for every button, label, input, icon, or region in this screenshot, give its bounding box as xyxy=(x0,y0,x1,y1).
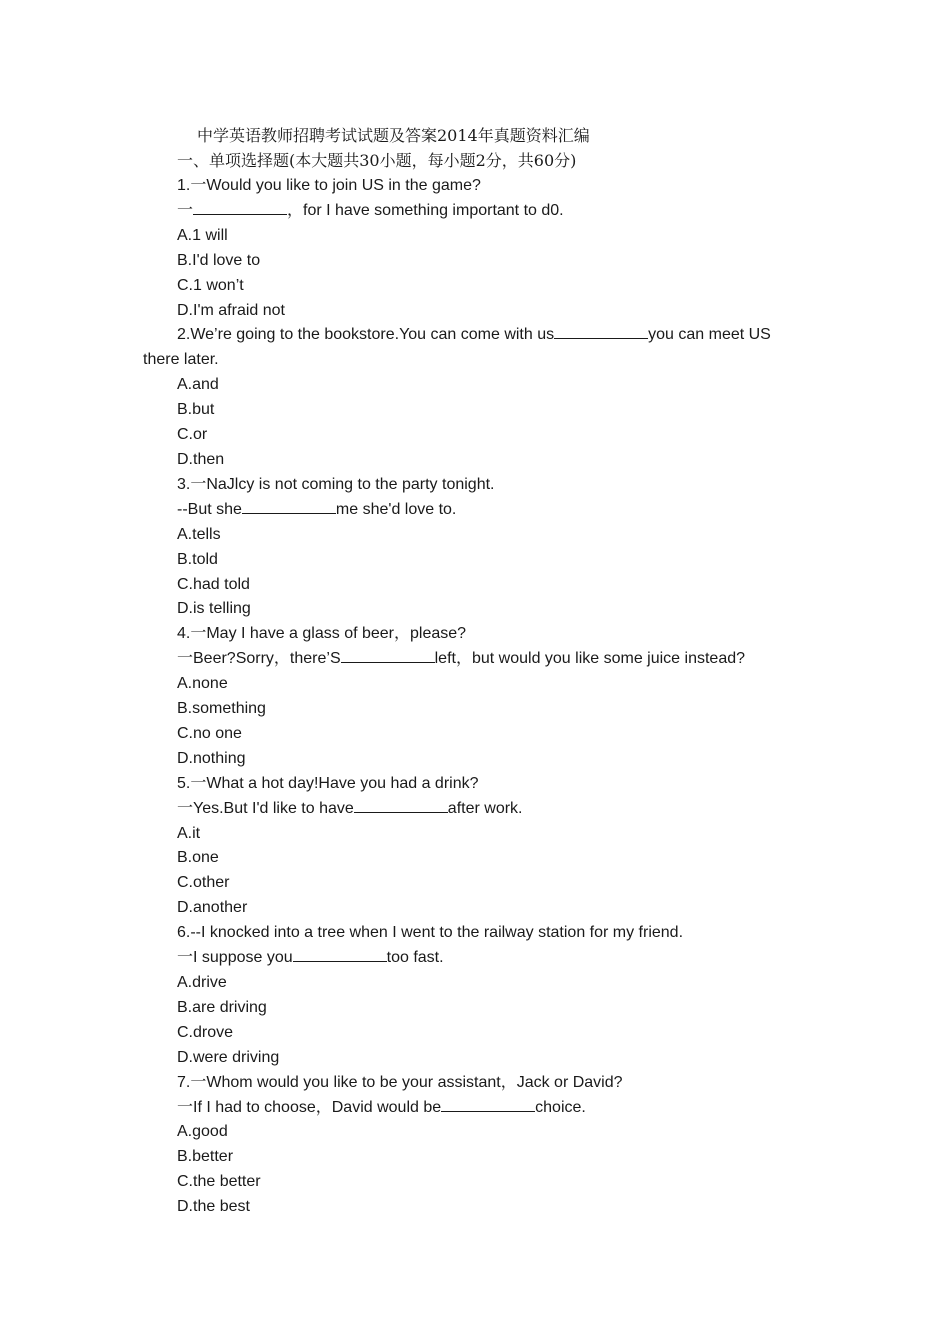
question-2-stem xyxy=(143,323,813,348)
option: C.or xyxy=(177,426,208,444)
answer-blank xyxy=(354,798,448,813)
reply-text: 一If I had to choose，David would be xyxy=(177,1098,442,1116)
option: C.no one xyxy=(177,724,242,742)
question-1-stem: 1.一Would you like to join US in the game? xyxy=(177,177,481,194)
reply-text: choice. xyxy=(535,1098,586,1116)
question-4-reply xyxy=(143,647,813,672)
section-heading: 一、单项选择题(本大题共30小题，每小题2分，共60分) xyxy=(177,151,577,170)
option: D.is telling xyxy=(177,600,251,618)
reply-text: after work. xyxy=(447,799,523,817)
question-7-reply xyxy=(143,1096,813,1121)
option: A.and xyxy=(177,376,219,394)
question-5-stem: 5.一What a hot day!Have you had a drink? xyxy=(177,774,479,792)
option: C.had told xyxy=(177,575,250,593)
question-1-reply xyxy=(143,199,813,224)
reply-text: ，for I have something important to d0. xyxy=(287,201,564,219)
option: D.I'm afraid not xyxy=(177,301,285,319)
question-7-stem: 7.一Whom would you like to be your assistant，Jack or David? xyxy=(177,1073,623,1091)
question-list xyxy=(143,174,813,1220)
reply-text: 一I suppose you xyxy=(177,949,293,967)
option: B.I'd love to xyxy=(177,251,261,269)
reply-text: 一 xyxy=(177,201,194,219)
option: D.were driving xyxy=(177,1048,280,1066)
option: D.the best xyxy=(177,1198,250,1216)
option: B.told xyxy=(177,550,218,568)
option: C.other xyxy=(177,874,230,892)
option: B.something xyxy=(177,700,266,718)
document-title: 中学英语教师招聘考试试题及答案2014年真题资料汇编 xyxy=(197,126,590,145)
option: B.but xyxy=(177,401,215,419)
reply-text: 一Yes.But I'd like to have xyxy=(177,799,354,817)
question-2-stem-continued: there later. xyxy=(143,351,219,369)
option: D.then xyxy=(177,450,225,468)
answer-blank xyxy=(293,947,387,962)
option: C.1 won’t xyxy=(177,276,244,294)
option: A.tells xyxy=(177,525,221,543)
answer-blank xyxy=(441,1097,535,1112)
option: A.1 will xyxy=(177,226,228,244)
reply-text: 一Beer?Sorry，there’S xyxy=(177,650,341,668)
question-6-stem: 6.--I knocked into a tree when I went to the railway station for my friend. xyxy=(177,924,684,942)
stem-text: 2.We’re going to the bookstore.You can come with us xyxy=(177,326,555,344)
option: C.drove xyxy=(177,1023,234,1041)
option: D.another xyxy=(177,899,248,917)
answer-blank xyxy=(341,648,435,663)
question-5-reply xyxy=(143,797,813,822)
option: A.good xyxy=(177,1123,228,1141)
option: C.the better xyxy=(177,1173,261,1191)
answer-blank xyxy=(554,324,648,339)
option: A.none xyxy=(177,675,228,693)
option: B.are driving xyxy=(177,998,267,1016)
answer-blank xyxy=(193,200,287,215)
answer-blank xyxy=(242,499,336,514)
stem-text: you can meet US xyxy=(648,326,771,344)
question-6-reply xyxy=(143,946,813,971)
option: A.drive xyxy=(177,974,227,991)
option: B.better xyxy=(177,1148,234,1166)
reply-text: left，but would you like some juice instead? xyxy=(434,650,746,668)
reply-text: me she'd love to. xyxy=(335,500,457,518)
question-3-reply xyxy=(143,498,813,523)
reply-text: too fast. xyxy=(386,949,444,967)
question-4-stem: 4.一May I have a glass of beer，please? xyxy=(177,625,467,643)
option: A.it xyxy=(177,824,201,842)
option: B.one xyxy=(177,849,219,867)
option: D.nothing xyxy=(177,749,246,767)
reply-text: --But she xyxy=(177,500,242,518)
question-3-stem: 3.一NaJlcy is not coming to the party tonight. xyxy=(177,475,495,493)
